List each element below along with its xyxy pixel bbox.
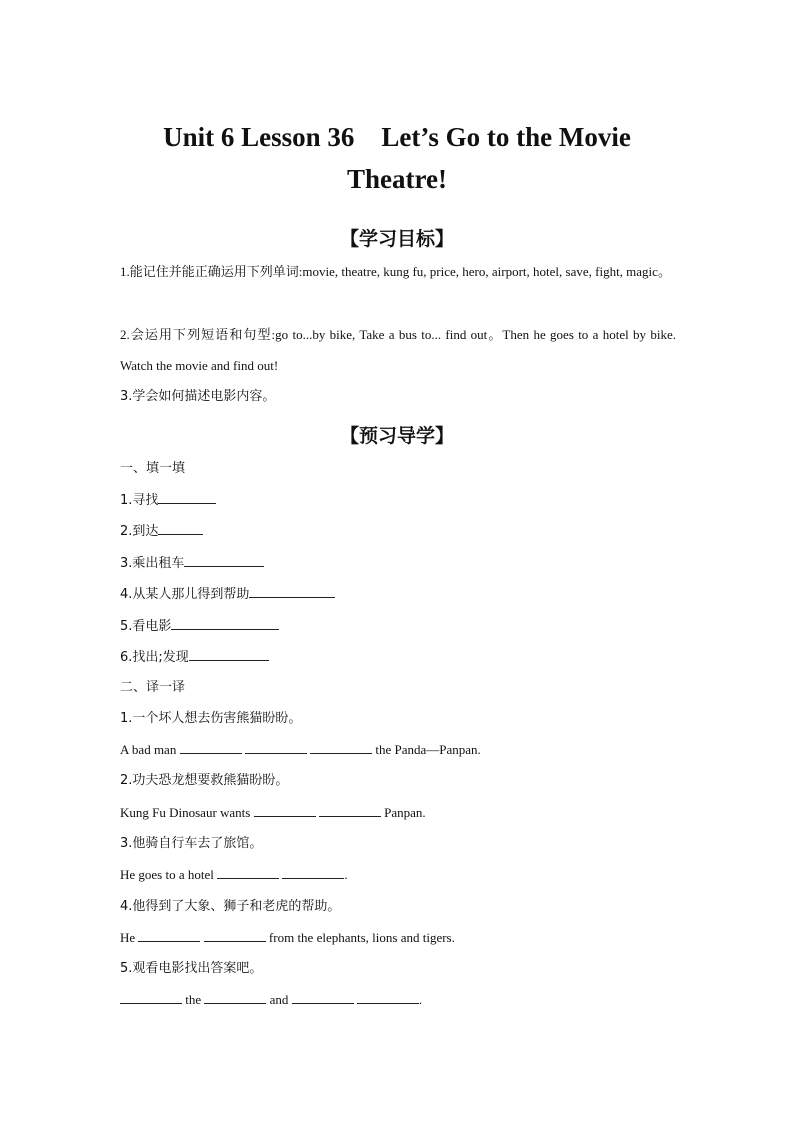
translate-2-cn: 2.功夫恐龙想要救熊猫盼盼。 <box>120 773 289 788</box>
goal-item-3: 3.学会如何描述电影内容。 <box>120 389 276 404</box>
fill-item-label: 4.从某人那儿得到帮助 <box>120 587 250 602</box>
preview-heading: 【预习导学】 <box>339 425 454 447</box>
translate-2-en <box>120 804 426 822</box>
sentence-text: He goes to a hotel <box>120 867 214 882</box>
title-line-1: Unit 6 Lesson 36 Let’s Go to the Movie <box>163 122 631 152</box>
answer-blank[interactable] <box>138 929 200 942</box>
translate-5-cn: 5.观看电影找出答案吧。 <box>120 961 263 976</box>
translate-1-cn: 1.一个坏人想去伤害熊猫盼盼。 <box>120 711 302 726</box>
fill-item-3 <box>120 554 264 573</box>
goal-item-1: 1.能记住并能正确运用下列单词:movie, theatre, kung fu, price, hero, airport, hotel, save, fight, magic。 <box>120 264 671 279</box>
answer-blank[interactable] <box>158 491 216 504</box>
fill-item-4 <box>120 585 335 604</box>
fill-item-label: 3.乘出租车 <box>120 556 185 571</box>
fill-item-label: 5.看电影 <box>120 619 172 634</box>
translate-3-en <box>120 866 348 884</box>
sentence-text: the <box>185 992 202 1007</box>
answer-blank[interactable] <box>217 866 279 879</box>
part2-title: 二、译一译 <box>120 680 186 695</box>
answer-blank[interactable] <box>245 741 307 754</box>
part1-title: 一、填一填 <box>120 461 186 476</box>
sentence-text: Panpan. <box>384 805 426 820</box>
answer-blank[interactable] <box>171 617 279 630</box>
title-line-2: Theatre! <box>347 164 447 194</box>
answer-blank[interactable] <box>204 991 266 1004</box>
answer-blank[interactable] <box>158 522 203 535</box>
answer-blank[interactable] <box>180 741 242 754</box>
answer-blank[interactable] <box>120 991 182 1004</box>
sentence-text: the Panda—Panpan. <box>375 742 481 757</box>
goals-heading: 【学习目标】 <box>339 228 454 250</box>
sentence-text: from the elephants, lions and tigers. <box>268 930 455 945</box>
fill-item-2 <box>120 522 203 541</box>
sentence-text: A bad man <box>120 742 177 757</box>
translate-1-en <box>120 741 481 759</box>
translate-4-cn: 4.他得到了大象、狮子和老虎的帮助。 <box>120 899 341 914</box>
answer-blank[interactable] <box>184 554 264 567</box>
fill-item-6 <box>120 648 269 667</box>
translate-4-en <box>120 929 455 947</box>
sentence-text: . <box>418 992 423 1007</box>
answer-blank[interactable] <box>357 991 419 1004</box>
answer-blank[interactable] <box>189 648 269 661</box>
fill-item-label: 6.找出;发现 <box>120 650 189 665</box>
answer-blank[interactable] <box>310 741 372 754</box>
answer-blank[interactable] <box>282 866 344 879</box>
translate-5-en <box>120 991 422 1009</box>
fill-item-label: 1.寻找 <box>120 493 159 508</box>
sentence-text: Kung Fu Dinosaur wants <box>120 805 251 820</box>
answer-blank[interactable] <box>249 585 335 598</box>
fill-item-label: 2.到达 <box>120 524 159 539</box>
fill-item-5 <box>120 617 279 636</box>
sentence-text: and <box>269 992 289 1007</box>
answer-blank[interactable] <box>319 804 381 817</box>
answer-blank[interactable] <box>254 804 316 817</box>
sentence-text: He <box>120 930 136 945</box>
fill-item-1 <box>120 491 216 510</box>
page-title <box>120 116 674 200</box>
answer-blank[interactable] <box>204 929 266 942</box>
goal-item-2: 2.会运用下列短语和句型:go to...by bike, Take a bus to... find out。Then he goes to a hotel by bike. Watch the movie and find out! <box>120 327 676 373</box>
answer-blank[interactable] <box>292 991 354 1004</box>
sentence-text: . <box>344 867 348 882</box>
translate-3-cn: 3.他骑自行车去了旅馆。 <box>120 836 263 851</box>
